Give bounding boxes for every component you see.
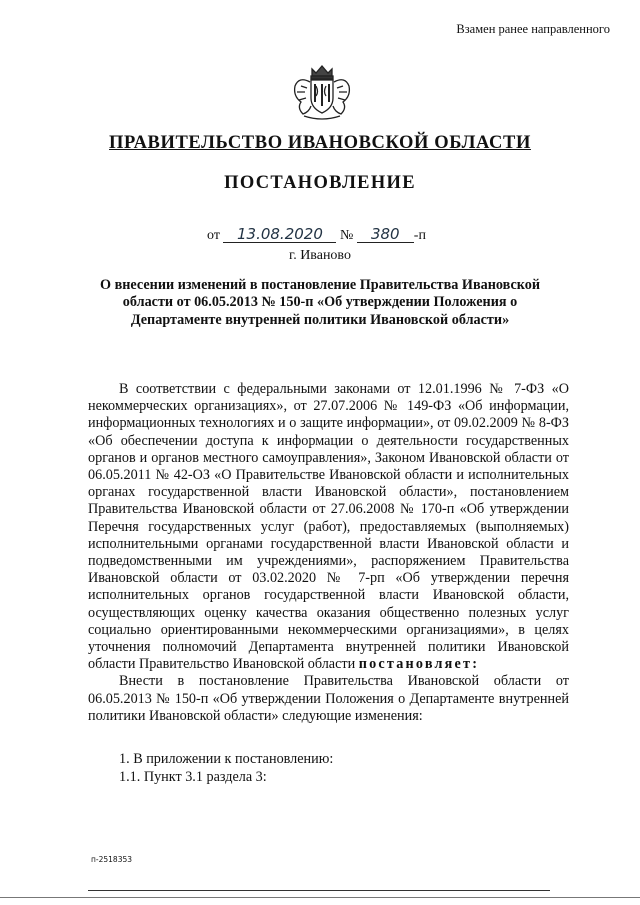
document-type: ПОСТАНОВЛЕНИЕ [224, 173, 416, 193]
date-field: 13.08.2020 [223, 227, 336, 243]
resolves-keyword: постановляет: [358, 656, 480, 673]
document-body [88, 381, 569, 725]
list-item-1-1: 1.1. Пункт 3.1 раздела 3: [119, 769, 267, 785]
registration-line [207, 227, 426, 244]
coat-of-arms-icon [289, 62, 355, 122]
government-title: ПРАВИТЕЛЬСТВО ИВАНОВСКОЙ ОБЛАСТИ [109, 133, 531, 153]
number-suffix: -п [413, 228, 426, 243]
amendment-paragraph: Внести в постановление Правительства Ивановской области от 06.05.2013 № 150-п «Об утверждении Положения о Департаменте внутренней политики Ивановской области» следующие изменения: [88, 673, 569, 724]
number-field: 380 [357, 227, 414, 243]
document-subject: О внесении изменений в постановление Правительства Ивановской области от 06.05.2013 № 150-п «Об утверждении Положения о Департаменте внутренней политики Ивановской области» [100, 277, 540, 328]
page-edge-divider [0, 897, 640, 898]
preamble-text: В соответствии с федеральными законами от 12.01.1996 № 7-ФЗ «О некоммерческих организациях», от 27.07.2006 № 149-ФЗ «Об информации, информационных технологиях и о защите информации», от 09.02.2009 № 8-ФЗ «Об обеспечении доступа к информации о деятельности государственных органов и органов местного самоуправления», Законом Ивановской области от 06.05.2011 № 42-ОЗ «О Правительстве Ивановской области и исполнительных органах государственной власти Ивановской области», постановлением Правительства Ивановской области от 27.06.2008 № 170-п «Об утверждении Перечня государственных услуг (работ), предоставляемых (выполняемых) исполнительными органами государственной власти Ивановской области и подведомственными им учреждениями», распоряжением Правительства Ивановской области от 03.02.2020 № 7-рп «Об утверждении перечня исполнительных органов государственной власти Ивановской области, осуществляющих оценку качества оказания общественно полезных услуг социально ориентированными некоммерческими организациями», в целях уточнения полномочий Департамента внутренней политики Ивановской области Правительство Ивановской области [88, 381, 569, 673]
document-code: п-2518353 [91, 855, 133, 864]
list-item-1: 1. В приложении к постановлению: [119, 751, 334, 767]
city-label: г. Иваново [289, 248, 351, 263]
number-label: № [339, 228, 354, 243]
preamble-paragraph [88, 381, 569, 673]
from-label: от [207, 228, 220, 243]
bottom-divider [88, 890, 550, 891]
top-note: Взамен ранее направленного [456, 22, 610, 36]
